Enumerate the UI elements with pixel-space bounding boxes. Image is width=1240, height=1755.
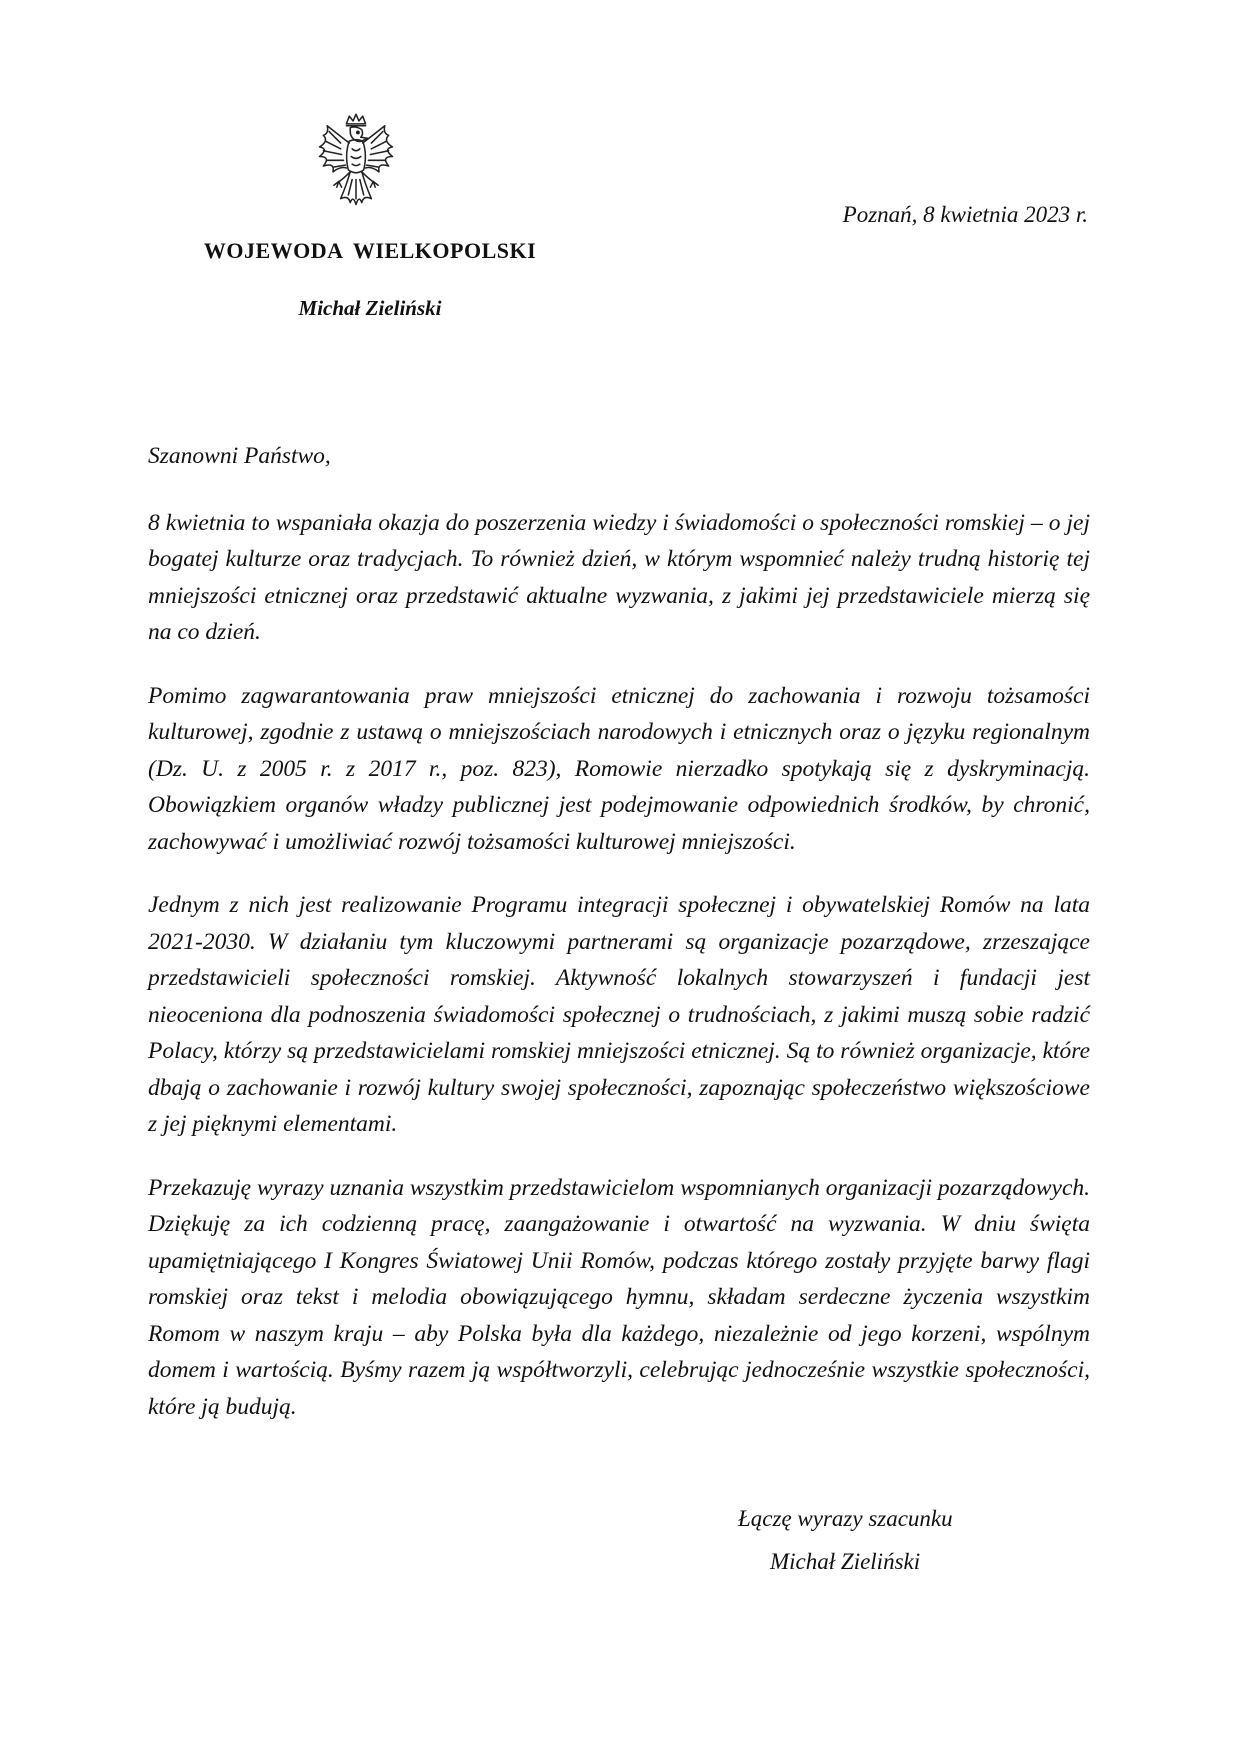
paragraph-2: Pomimo zagwarantowania praw mniejszości etnicznej do zachowania i rozwoju tożsamości kulturowej, zgodnie z ustawą o mniejszościach narodowych i etnicznych oraz o języku regionalnym (Dz. U. z 2005 r. z 2017 r., poz. 823), Romowie nierzadko spotykają się z dyskryminacją. Obowiązkiem organów władzy publicznej jest podejmowanie odpowiednich środków, by chronić, zachowywać i umożliwiać rozwój tożsamości kulturowej mniejszości. <box>148 682 1090 855</box>
paragraph-4: Przekazuję wyrazy uznania wszystkim przedstawicielom wspomnianych organizacji pozarządowych. Dziękuję za ich codzienną pracę, zaangażowanie i otwartość na wyzwania. W dniu święta upamiętniającego I Kongres Światowej Unii Romów, podczas którego zostały przyjęte barwy flagi romskiej oraz tekst i melodia obowiązującego hymnu, składam serdeczne życzenia wszystkim Romom w naszym kraju – aby Polska była dla każdego, niezależnie od jego korzeni, wspólnym domem i wartością. Byśmy razem ją współtworzyli, celebrując jednocześnie wszystkie społeczności, które ją budują. <box>148 1174 1090 1420</box>
closing-line: Łączę wyrazy szacunku <box>738 1506 953 1531</box>
paragraph-3: Jednym z nich jest realizowanie Programu integracji społecznej i obywatelskiej Romów na lata 2021-2030. W działaniu tym kluczowymi partnerami są organizacje pozarządowe, zrzeszające przedstawicieli społeczności romskiej. Aktywność lokalnych stowarzyszeń i fundacji jest nieoceniona dla podnoszenia świadomości społecznej o trudnościach, z jakimi muszą sobie radzić Polacy, którzy są przedstawicielami romskiej mniejszości etnicznej. Są to również organizacje, które dbają o zachowanie i rozwój kultury swojej społeczności, zapoznając społeczeństwo większościowe z jej pięknymi elementami. <box>148 892 1090 1137</box>
signature: Michał Zieliński <box>770 1549 921 1574</box>
office-title: WOJEWODA WIELKOPOLSKI <box>203 238 537 263</box>
official-name: Michał Zieliński <box>298 296 442 320</box>
place-date: Poznań, 8 kwietnia 2023 r. <box>842 202 1088 227</box>
letter-body <box>148 438 1090 1452</box>
greeting: Szanowni Państwo, <box>148 443 331 469</box>
polish-eagle-emblem-icon <box>308 112 404 224</box>
paragraph-1: 8 kwietnia to wspaniała okazja do poszerzenia wiedzy i świadomości o społeczności romskiej – o jej bogatej kulturze oraz tradycjach. To również dzień, w którym wspomnieć należy trudną historię tej mniejszości etnicznej oraz przedstawić aktualne wyzwania, z jakimi jej przedstawiciele mierzą się na co dzień. <box>148 509 1090 645</box>
